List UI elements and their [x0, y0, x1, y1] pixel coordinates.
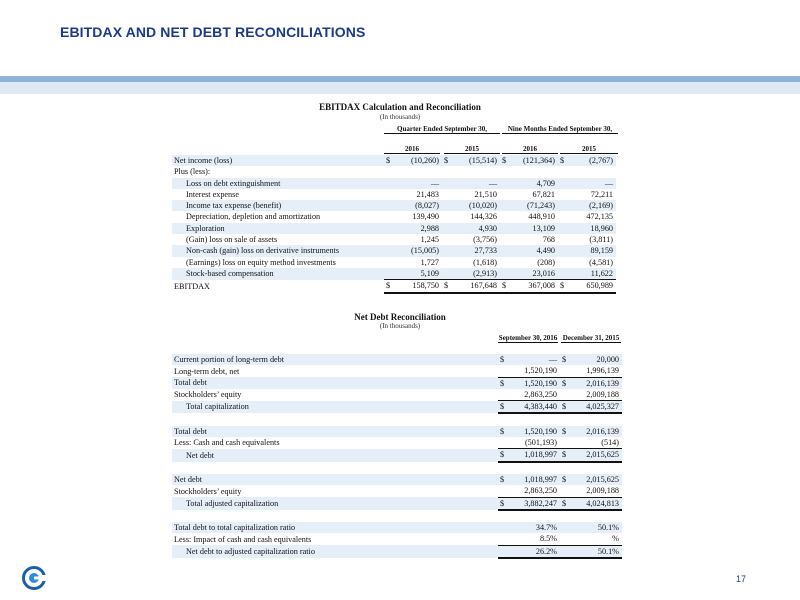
currency-symbol — [442, 234, 454, 245]
row-label: EBITDAX — [174, 281, 210, 291]
row-label: Net income (loss) — [172, 155, 384, 166]
cell-value: 4,709 — [512, 178, 558, 189]
currency-symbol — [384, 200, 396, 211]
cell-value: 139,490 — [412, 212, 439, 222]
currency-symbol — [442, 189, 454, 200]
net-debt-col-header: September 30, 2016 — [498, 334, 558, 342]
currency-symbol — [500, 211, 512, 222]
cell-value: 3,882,247 — [510, 497, 560, 510]
currency-symbol — [558, 234, 570, 245]
cell-value: (15,514) — [454, 155, 500, 166]
currency-symbol: $ — [498, 497, 510, 510]
currency-symbol — [384, 245, 396, 256]
table-row — [172, 234, 616, 245]
row-label: Plus (less): — [174, 167, 211, 177]
cell-value: 4,025,327 — [572, 401, 622, 414]
ebitdax-table — [172, 155, 616, 294]
currency-symbol: $ — [560, 377, 572, 389]
table-row — [172, 268, 616, 280]
table-row — [172, 354, 622, 365]
currency-symbol — [560, 389, 572, 401]
currency-symbol — [442, 178, 454, 189]
cell-value — [572, 462, 622, 474]
table-row — [172, 245, 616, 256]
currency-symbol — [498, 462, 510, 474]
currency-symbol — [560, 485, 572, 497]
cell-value: 2,015,625 — [572, 449, 622, 462]
currency-symbol: $ — [500, 280, 512, 293]
table-row — [172, 522, 622, 533]
row-label: Exploration — [172, 223, 384, 234]
cell-value — [510, 510, 560, 522]
currency-symbol: $ — [498, 377, 510, 389]
cell-value: (2,767) — [570, 155, 616, 166]
currency-symbol: $ — [498, 426, 510, 437]
currency-symbol — [442, 200, 454, 211]
cell-value — [510, 413, 560, 425]
cell-value: 50.1% — [572, 545, 622, 558]
currency-symbol — [384, 257, 396, 268]
cell-value: 167,648 — [454, 280, 500, 293]
currency-symbol: $ — [498, 401, 510, 414]
cell-value: (501,193) — [510, 437, 560, 449]
cell-value: — — [570, 178, 616, 189]
currency-symbol: $ — [560, 449, 572, 462]
row-label: Total capitalization — [172, 401, 498, 414]
cell-value — [454, 166, 500, 177]
cell-value: 20,000 — [572, 354, 622, 365]
table-row — [172, 437, 622, 449]
cell-value — [572, 510, 622, 522]
cell-value: (2,913) — [454, 268, 500, 280]
cell-value: 144,326 — [470, 212, 497, 222]
cell-value: 89,159 — [570, 245, 616, 256]
cell-value: 1,520,190 — [510, 365, 560, 377]
cell-value — [512, 166, 558, 177]
currency-symbol — [500, 268, 512, 280]
row-label: Net debt — [172, 449, 498, 462]
cell-value: % — [572, 533, 622, 545]
currency-symbol — [560, 533, 572, 545]
cell-value: 1,520,190 — [510, 426, 560, 437]
currency-symbol: $ — [560, 426, 572, 437]
table-row — [172, 497, 622, 510]
currency-symbol: $ — [560, 401, 572, 414]
currency-symbol — [384, 211, 396, 222]
cell-value: (8,027) — [396, 200, 442, 211]
cell-value: 2,863,250 — [510, 485, 560, 497]
table-row — [172, 413, 622, 425]
currency-symbol — [500, 257, 512, 268]
cell-value: 67,821 — [532, 189, 555, 199]
currency-symbol — [558, 166, 570, 177]
cell-value: 448,910 — [528, 212, 555, 222]
table-row — [172, 389, 622, 401]
currency-symbol — [384, 166, 396, 177]
currency-symbol — [500, 178, 512, 189]
currency-symbol — [442, 211, 454, 222]
cell-value: (3,756) — [473, 235, 497, 245]
currency-symbol — [560, 462, 572, 474]
row-label: Income tax expense (benefit) — [172, 200, 384, 211]
currency-symbol — [500, 245, 512, 256]
table-row — [172, 223, 616, 234]
cell-value: 1,245 — [420, 235, 439, 245]
currency-symbol — [498, 485, 510, 497]
cell-value: 21,510 — [474, 189, 497, 199]
table-row — [172, 178, 616, 189]
cell-value: 1,996,139 — [572, 365, 622, 377]
currency-symbol — [442, 223, 454, 234]
cell-value: 2,016,139 — [572, 377, 622, 389]
currency-symbol — [442, 245, 454, 256]
cell-value: 1,520,190 — [510, 377, 560, 389]
cell-value: (10,260) — [396, 155, 442, 166]
cell-value: 5,109 — [396, 268, 442, 280]
cell-value — [572, 413, 622, 425]
cell-value: (1,618) — [473, 257, 497, 267]
currency-symbol — [500, 223, 512, 234]
currency-symbol — [498, 413, 510, 425]
cell-value: 34.7% — [510, 522, 560, 533]
table-row — [172, 365, 622, 377]
currency-symbol: $ — [384, 280, 396, 293]
currency-symbol: $ — [442, 155, 454, 166]
table-row — [172, 280, 616, 293]
currency-symbol — [498, 389, 510, 401]
currency-symbol — [442, 268, 454, 280]
cell-value: (2,169) — [570, 200, 616, 211]
row-label: Long-term debt, net — [174, 366, 240, 376]
table-row — [172, 462, 622, 474]
cell-value: 1,018,997 — [510, 474, 560, 485]
currency-symbol — [560, 413, 572, 425]
currency-symbol — [442, 166, 454, 177]
net-debt-title: Net Debt Reconciliation — [354, 312, 446, 322]
currency-symbol — [384, 268, 396, 280]
row-label: Non-cash (gain) loss on derivative instruments — [172, 245, 384, 256]
row-label: Loss on debt extinguishment — [172, 178, 384, 189]
currency-symbol — [498, 510, 510, 522]
cell-value: 2,016,139 — [572, 426, 622, 437]
cell-value: 2,009,188 — [572, 389, 622, 401]
cell-value: 768 — [542, 235, 555, 245]
table-row — [172, 545, 622, 558]
currency-symbol: $ — [560, 354, 572, 365]
page-title: EBITDAX AND NET DEBT RECONCILIATIONS — [60, 24, 366, 40]
cell-value: (10,020) — [454, 200, 500, 211]
currency-symbol — [442, 257, 454, 268]
net-debt-col-header: December 31, 2015 — [562, 334, 620, 342]
cell-value: 1,018,997 — [510, 449, 560, 462]
currency-symbol — [500, 234, 512, 245]
cell-value: 367,008 — [512, 280, 558, 293]
row-label: Depreciation, depletion and amortization — [186, 212, 321, 222]
currency-symbol: $ — [558, 280, 570, 293]
cell-value: 21,483 — [416, 189, 439, 199]
table-row — [172, 200, 616, 211]
cell-value: 11,622 — [570, 268, 616, 280]
cell-value: 2,863,250 — [510, 389, 560, 401]
cell-value: 2,009,188 — [572, 485, 622, 497]
currency-symbol: $ — [498, 474, 510, 485]
currency-symbol — [500, 166, 512, 177]
table-row — [172, 449, 622, 462]
currency-symbol — [498, 437, 510, 449]
cell-value: 472,135 — [586, 212, 613, 222]
row-label: Stock-based compensation — [172, 268, 384, 280]
table-row — [172, 211, 616, 222]
currency-symbol — [558, 178, 570, 189]
currency-symbol — [384, 223, 396, 234]
currency-symbol — [560, 365, 572, 377]
row-label: Stockholders’ equity — [174, 390, 242, 400]
currency-symbol — [560, 510, 572, 522]
currency-symbol: $ — [384, 155, 396, 166]
table-row — [172, 401, 622, 414]
net-debt-subtitle: (In thousands) — [379, 322, 421, 330]
currency-symbol — [384, 234, 396, 245]
row-label: Total debt — [172, 377, 498, 389]
currency-symbol — [560, 545, 572, 558]
row-label: Total debt to total capitalization ratio — [172, 522, 498, 533]
cell-value: (121,364) — [512, 155, 558, 166]
cell-value: — — [396, 178, 442, 189]
row-label — [172, 413, 498, 425]
currency-symbol — [558, 200, 570, 211]
currency-symbol — [558, 245, 570, 256]
cell-value: 72,211 — [590, 189, 613, 199]
cell-value: — — [454, 178, 500, 189]
row-label: Net debt — [172, 474, 498, 485]
cell-value: 4,383,440 — [510, 401, 560, 414]
cell-value: 1,727 — [420, 257, 439, 267]
currency-symbol — [498, 365, 510, 377]
table-row — [172, 166, 616, 177]
cell-value: (3,811) — [589, 235, 613, 245]
cell-value: (15,005) — [396, 245, 442, 256]
cell-value: 27,733 — [454, 245, 500, 256]
currency-symbol — [558, 223, 570, 234]
row-label: (Gain) loss on sale of assets — [186, 235, 278, 245]
cell-value: 2,015,625 — [572, 474, 622, 485]
ebitdax-year-header: 2016 — [384, 145, 440, 154]
currency-symbol — [558, 211, 570, 222]
row-label: Total adjusted capitalization — [172, 497, 498, 510]
currency-symbol — [498, 522, 510, 533]
currency-symbol — [500, 200, 512, 211]
cell-value — [510, 462, 560, 474]
cell-value: (514) — [572, 437, 622, 449]
currency-symbol — [560, 437, 572, 449]
cell-value: (71,243) — [512, 200, 558, 211]
row-label: Interest expense — [186, 189, 239, 199]
row-label: Total debt — [172, 426, 498, 437]
row-label: Less: Impact of cash and cash equivalents — [174, 534, 312, 544]
row-label: Net debt to adjusted capitalization ratio — [172, 545, 498, 558]
ebitdax-year-header: 2015 — [444, 145, 500, 154]
table-row — [172, 377, 622, 389]
currency-symbol — [558, 257, 570, 268]
cell-value — [570, 166, 616, 177]
currency-symbol: $ — [560, 497, 572, 510]
table-row — [172, 533, 622, 545]
currency-symbol: $ — [442, 280, 454, 293]
currency-symbol — [558, 268, 570, 280]
currency-symbol: $ — [498, 354, 510, 365]
company-logo-icon — [22, 566, 46, 590]
currency-symbol — [498, 545, 510, 558]
currency-symbol — [384, 178, 396, 189]
table-row — [172, 257, 616, 268]
currency-symbol: $ — [560, 474, 572, 485]
net-debt-table — [172, 354, 622, 559]
currency-symbol: $ — [498, 449, 510, 462]
cell-value: 4,930 — [454, 223, 500, 234]
table-row — [172, 189, 616, 200]
cell-value: — — [510, 354, 560, 365]
table-row — [172, 485, 622, 497]
header-band — [0, 82, 800, 94]
ebitdax-year-header: 2016 — [502, 145, 558, 154]
currency-symbol: $ — [500, 155, 512, 166]
row-label: Current portion of long-term debt — [172, 354, 498, 365]
table-row — [172, 155, 616, 166]
cell-value — [396, 166, 442, 177]
page-number: 17 — [736, 574, 747, 584]
currency-symbol — [560, 522, 572, 533]
ebitdax-year-header: 2015 — [560, 145, 618, 154]
table-row — [172, 510, 622, 522]
table-row — [172, 426, 622, 437]
row-label: Stockholders’ equity — [174, 486, 242, 496]
currency-symbol: $ — [558, 155, 570, 166]
row-label: Less: Cash and cash equivalents — [174, 438, 280, 448]
row-label: (Earnings) loss on equity method investments — [186, 257, 336, 267]
table-row — [172, 474, 622, 485]
currency-symbol — [500, 189, 512, 200]
cell-value: (208) — [537, 257, 555, 267]
ebitdax-title: EBITDAX Calculation and Reconciliation — [319, 102, 481, 112]
cell-value: 158,750 — [396, 280, 442, 293]
cell-value: 2,988 — [396, 223, 442, 234]
currency-symbol — [384, 189, 396, 200]
currency-symbol — [498, 533, 510, 545]
cell-value: 4,490 — [512, 245, 558, 256]
cell-value: 650,989 — [570, 280, 616, 293]
cell-value: 8.5% — [510, 533, 560, 545]
ebitdax-subtitle: (In thousands) — [379, 113, 421, 121]
cell-value: 4,024,813 — [572, 497, 622, 510]
row-label — [172, 510, 498, 522]
cell-value: 18,960 — [570, 223, 616, 234]
cell-value: 26.2% — [510, 545, 560, 558]
row-label — [172, 462, 498, 474]
currency-symbol — [558, 189, 570, 200]
cell-value: 50.1% — [572, 522, 622, 533]
cell-value: (4,581) — [589, 257, 613, 267]
cell-value: 23,016 — [512, 268, 558, 280]
ebitdax-group-header-nine-months: Nine Months Ended September 30, — [502, 125, 618, 134]
cell-value: 13,109 — [512, 223, 558, 234]
ebitdax-group-header-quarter: Quarter Ended September 30, — [384, 125, 500, 134]
